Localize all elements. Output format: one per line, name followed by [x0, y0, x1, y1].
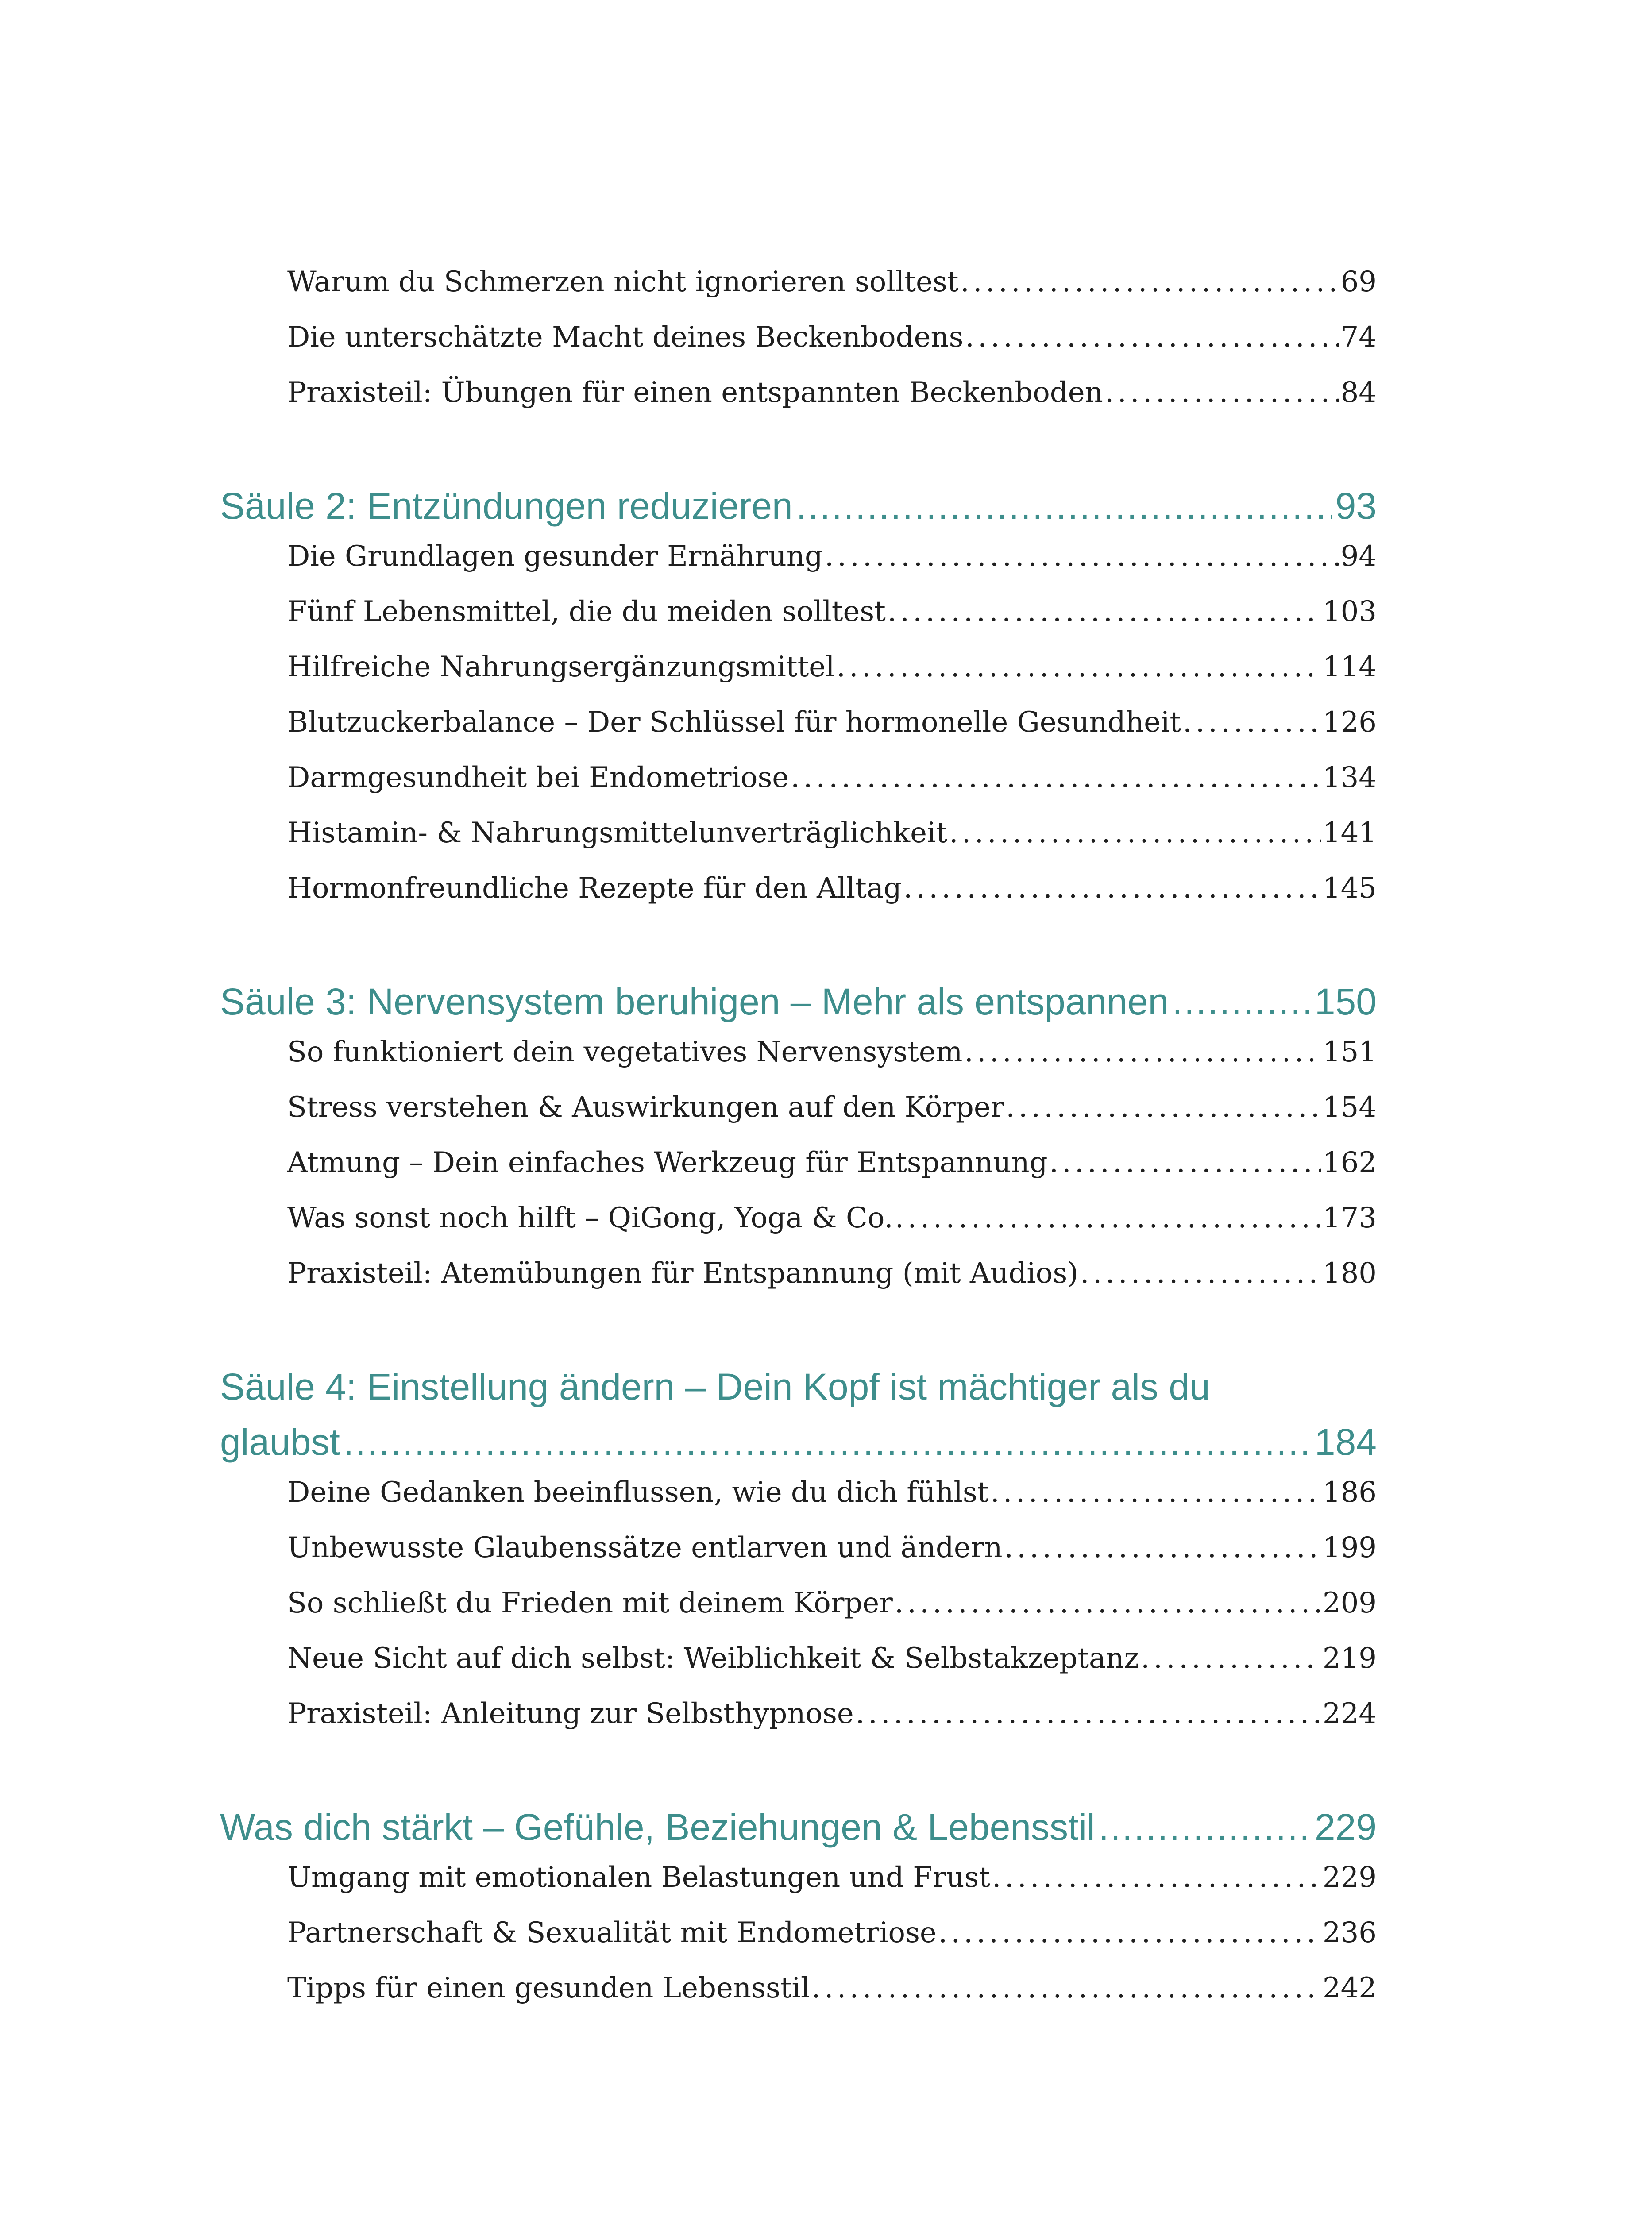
toc-entry-title: Atmung – Dein einfaches Werkzeug für Entspannung — [287, 1146, 1048, 1179]
toc-entry-title: Tipps für einen gesunden Lebensstil — [287, 1972, 810, 2005]
toc-entry[interactable] — [220, 1916, 1377, 1972]
dot-leader — [344, 1421, 1311, 1464]
toc-entry-title: So schließt du Frieden mit deinem Körper — [287, 1587, 893, 1619]
dot-leader — [1004, 1531, 1321, 1564]
toc-entry-title: Die unterschätzte Macht deines Beckenbodens — [287, 321, 964, 354]
section-title: Säule 3: Nervensystem beruhigen – Mehr als entspannen — [220, 981, 1169, 1022]
toc-entry-page: 219 — [1322, 1642, 1377, 1675]
toc-entry[interactable] — [220, 1257, 1377, 1312]
toc-section-heading[interactable] — [220, 1421, 1377, 1476]
toc-entry[interactable] — [220, 1972, 1377, 2027]
toc-entry-title: Die Grundlagen gesunder Ernährung — [287, 540, 823, 573]
toc-entry-page: 141 — [1322, 817, 1377, 849]
section-page: 229 — [1314, 1806, 1377, 1848]
toc-entry[interactable] — [220, 1531, 1377, 1587]
toc-entry-page: 114 — [1322, 651, 1377, 683]
toc-entry-title: Umgang mit emotionalen Belastungen und Frust — [287, 1861, 991, 1894]
toc-entry-title: Blutzuckerbalance – Der Schlüssel für hormonelle Gesundheit — [287, 706, 1181, 739]
section-gap — [220, 1312, 1377, 1365]
dot-leader — [791, 761, 1321, 794]
toc-entry-page: 229 — [1322, 1861, 1377, 1894]
toc-entry[interactable] — [220, 1697, 1377, 1753]
dot-leader — [1050, 1146, 1321, 1179]
toc-entry-title: Darmgesundheit bei Endometriose — [287, 761, 789, 794]
toc-entry-title: Hilfreiche Nahrungsergänzungsmittel — [287, 651, 835, 683]
section-gap — [220, 927, 1377, 980]
toc-entry[interactable] — [220, 321, 1377, 376]
dot-leader — [960, 266, 1339, 298]
section-page: 93 — [1335, 485, 1377, 527]
toc-entry-page: 186 — [1322, 1476, 1377, 1509]
dot-leader — [895, 1202, 1321, 1234]
dot-leader — [938, 1916, 1321, 1949]
toc-entry-title: Histamin- & Nahrungsmittelunverträglichkeit — [287, 817, 948, 849]
toc-entry[interactable] — [220, 1146, 1377, 1202]
toc-entry-title: Was sonst noch hilft – QiGong, Yoga & Co. — [287, 1202, 893, 1234]
toc-entry[interactable] — [220, 1476, 1377, 1531]
dot-leader — [837, 651, 1321, 683]
toc-entry[interactable] — [220, 1202, 1377, 1257]
toc-entry-title: Partnerschaft & Sexualität mit Endometriose — [287, 1916, 937, 1949]
toc-entry[interactable] — [220, 1861, 1377, 1916]
toc-entry[interactable] — [220, 1642, 1377, 1697]
toc-entry[interactable] — [220, 266, 1377, 321]
toc-entry-page: 162 — [1322, 1146, 1377, 1179]
dot-leader — [1006, 1091, 1321, 1124]
toc-entry-page: 145 — [1322, 872, 1377, 905]
toc-entry-title: Stress verstehen & Auswirkungen auf den Körper — [287, 1091, 1004, 1124]
toc-section-heading[interactable] — [220, 1806, 1377, 1861]
toc-entry-page: 242 — [1322, 1972, 1377, 2005]
toc-entry-title: Fünf Lebensmittel, die du meiden solltest — [287, 595, 886, 628]
toc-entry-title: Praxisteil: Übungen für einen entspannten Beckenboden — [287, 376, 1103, 409]
toc-entry-page: 154 — [1322, 1091, 1377, 1124]
table-of-contents — [220, 266, 1377, 2027]
toc-entry-title: So funktioniert dein vegetatives Nervensystem — [287, 1036, 963, 1068]
dot-leader — [1105, 376, 1339, 409]
toc-entry[interactable] — [220, 1036, 1377, 1091]
section-page: 184 — [1314, 1421, 1377, 1463]
dot-leader — [965, 321, 1339, 354]
toc-entry[interactable] — [220, 817, 1377, 872]
toc-entry-page: 74 — [1340, 321, 1377, 354]
toc-entry-page: 69 — [1340, 266, 1377, 298]
dot-leader — [1141, 1642, 1321, 1675]
toc-entry-title: Praxisteil: Anleitung zur Selbsthypnose — [287, 1697, 854, 1730]
dot-leader — [895, 1587, 1321, 1619]
dot-leader — [796, 485, 1332, 528]
dot-leader — [903, 872, 1321, 905]
toc-entry-page: 236 — [1322, 1916, 1377, 1949]
toc-section-heading[interactable] — [220, 980, 1377, 1036]
toc-entry-title: Unbewusste Glaubenssätze entlarven und ändern — [287, 1531, 1003, 1564]
dot-leader — [1080, 1257, 1321, 1290]
toc-entry[interactable] — [220, 376, 1377, 432]
toc-entry[interactable] — [220, 651, 1377, 706]
toc-entry[interactable] — [220, 706, 1377, 761]
section-title: Was dich stärkt – Gefühle, Beziehungen & Lebensstil — [220, 1806, 1095, 1848]
toc-entry-title: Warum du Schmerzen nicht ignorieren solltest — [287, 266, 959, 298]
dot-leader — [964, 1036, 1320, 1068]
toc-entry-title: Praxisteil: Atemübungen für Entspannung (mit Audios) — [287, 1257, 1079, 1290]
toc-entry-page: 173 — [1322, 1202, 1377, 1234]
toc-section-heading-line1[interactable]: Säule 4: Einstellung ändern – Dein Kopf ist mächtiger als du — [220, 1366, 1210, 1407]
section-title: Säule 2: Entzündungen reduzieren — [220, 485, 793, 527]
toc-entry-page: 126 — [1322, 706, 1377, 739]
toc-entry[interactable] — [220, 761, 1377, 817]
toc-entry[interactable] — [220, 872, 1377, 927]
dot-leader — [1172, 980, 1311, 1023]
dot-leader — [1183, 706, 1321, 739]
toc-entry-title: Hormonfreundliche Rezepte für den Alltag — [287, 872, 902, 905]
section-page: 150 — [1314, 981, 1377, 1022]
toc-entry-title: Deine Gedanken beeinflussen, wie du dich fühlst — [287, 1476, 989, 1509]
toc-entry[interactable] — [220, 595, 1377, 651]
toc-entry-page: 151 — [1322, 1036, 1377, 1068]
toc-entry[interactable] — [220, 1091, 1377, 1146]
toc-entry-page: 209 — [1322, 1587, 1377, 1619]
section-gap — [220, 432, 1377, 485]
section-title-continued: glaubst — [220, 1421, 340, 1463]
dot-leader — [825, 540, 1339, 573]
dot-leader — [1099, 1806, 1311, 1849]
toc-entry[interactable] — [220, 540, 1377, 595]
toc-entry-title: Neue Sicht auf dich selbst: Weiblichkeit & Selbstakzeptanz — [287, 1642, 1139, 1675]
dot-leader — [992, 1861, 1321, 1894]
toc-entry-page: 180 — [1322, 1257, 1377, 1290]
toc-entry-page: 199 — [1322, 1531, 1377, 1564]
toc-entry-page: 103 — [1322, 595, 1377, 628]
toc-entry-page: 94 — [1340, 540, 1377, 573]
toc-entry-page: 224 — [1322, 1697, 1377, 1730]
dot-leader — [949, 817, 1321, 849]
dot-leader — [888, 595, 1321, 628]
dot-leader — [856, 1697, 1321, 1730]
toc-entry[interactable] — [220, 1587, 1377, 1642]
dot-leader — [990, 1476, 1320, 1509]
toc-entry-page: 134 — [1322, 761, 1377, 794]
toc-section-heading[interactable] — [220, 485, 1377, 540]
toc-entry-page: 84 — [1340, 376, 1377, 409]
section-gap — [220, 1753, 1377, 1806]
dot-leader — [811, 1972, 1320, 2005]
